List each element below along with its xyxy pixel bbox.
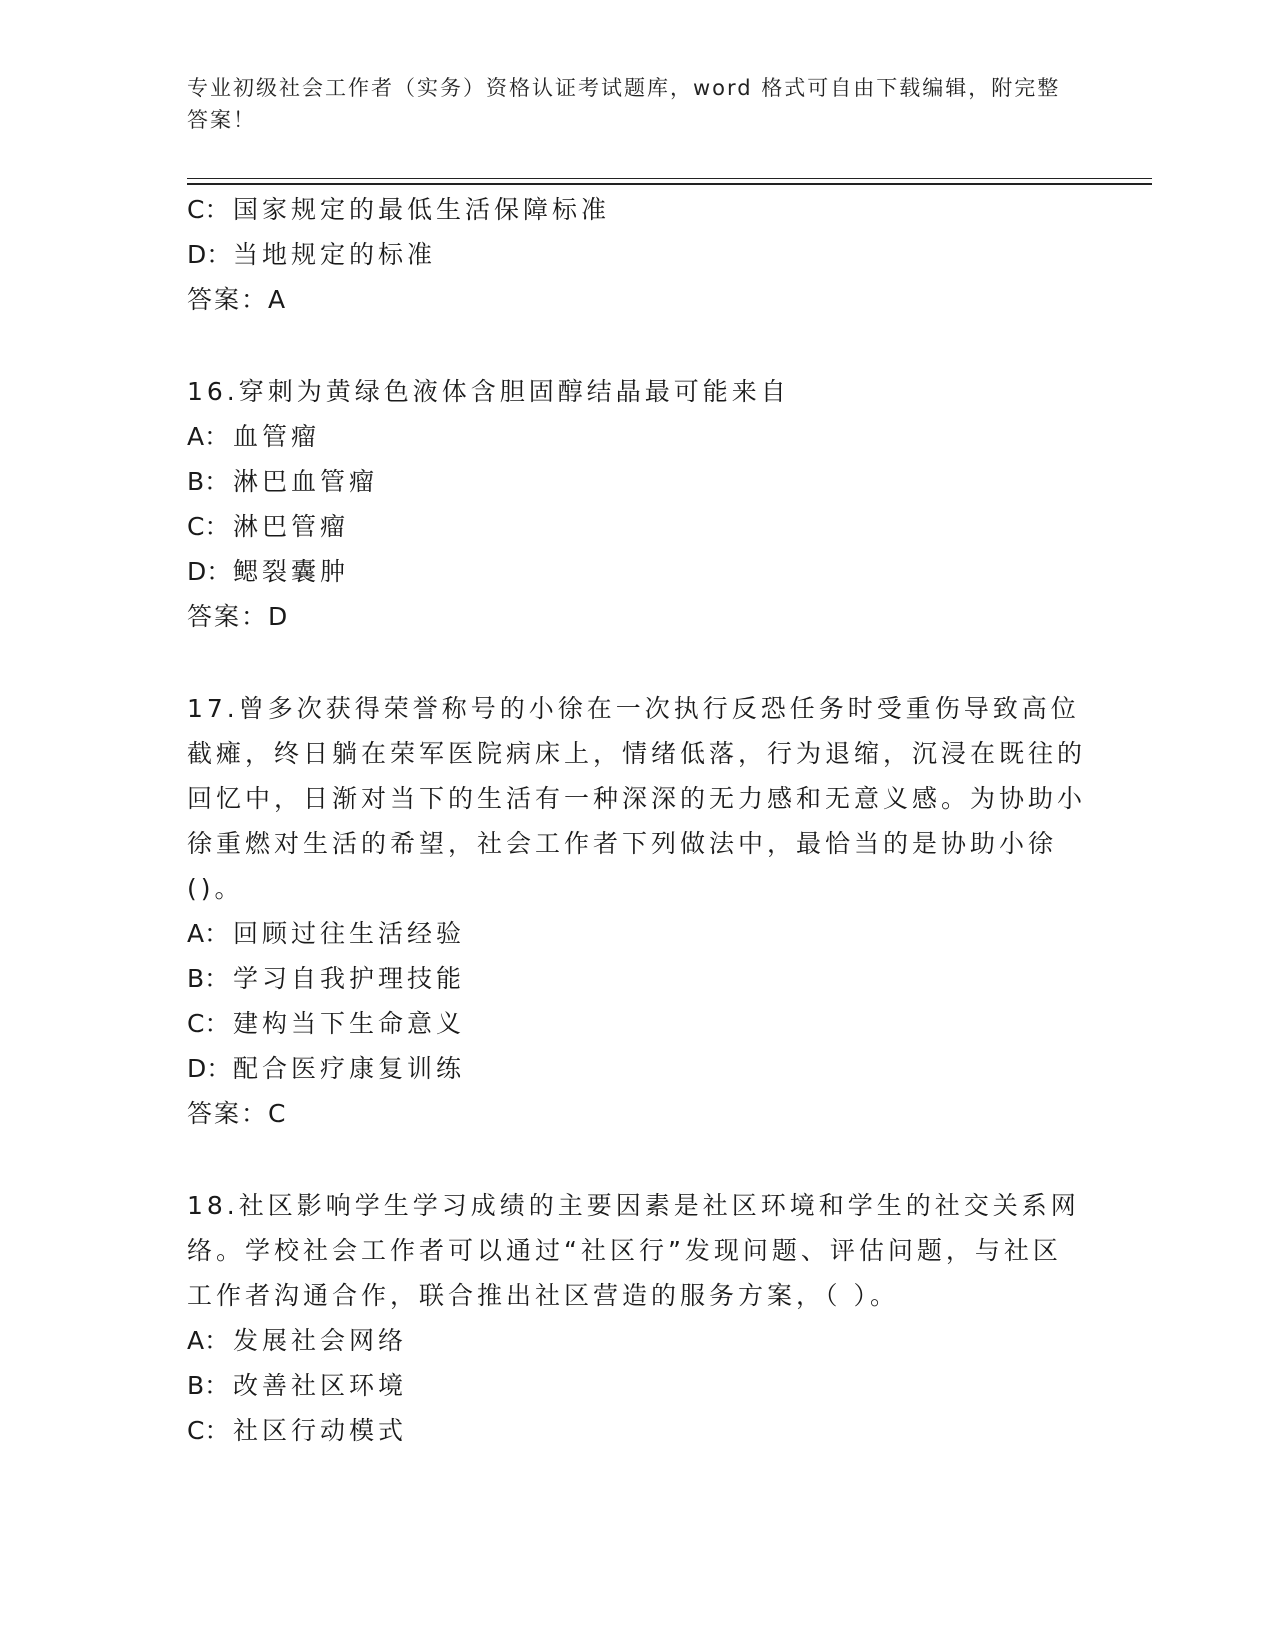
option-d bbox=[187, 549, 1087, 594]
page-header: 专业初级社会工作者（实务）资格认证考试题库，word 格式可自由下载编辑，附完整答案！ bbox=[187, 76, 1061, 132]
option-text: 改善社区环境 bbox=[233, 1371, 408, 1400]
question-content bbox=[187, 187, 1087, 1453]
option-key: C： bbox=[187, 1009, 230, 1038]
option-a bbox=[187, 1318, 1087, 1363]
option-key: C： bbox=[187, 512, 230, 541]
question-stem: 17.曾多次获得荣誉称号的小徐在一次执行反恐任务时受重伤导致高位截瘫，终日躺在荣军医院病床上，情绪低落，行为退缩，沉浸在既往的回忆中，日渐对当下的生活有一种深深的无力感和无意义感。为协助小徐重燃对生活的希望，社会工作者下列做法中，最恰当的是协助小徐()。 bbox=[187, 694, 1087, 903]
partial-question bbox=[187, 187, 1087, 322]
option-key: A： bbox=[187, 422, 230, 451]
option-key: C： bbox=[187, 195, 230, 224]
question-stem: 16.穿刺为黄绿色液体含胆固醇结晶最可能来自 bbox=[187, 377, 790, 406]
option-a bbox=[187, 911, 1087, 956]
question-17 bbox=[187, 686, 1087, 1136]
option-text: 鳃裂囊肿 bbox=[233, 557, 350, 586]
option-text: 建构当下生命意义 bbox=[233, 1009, 466, 1038]
answer-line: 答案：A bbox=[187, 285, 288, 314]
question-16 bbox=[187, 369, 1087, 639]
option-key: A： bbox=[187, 919, 230, 948]
header-divider-thick bbox=[187, 183, 1152, 185]
option-c bbox=[187, 187, 1087, 232]
option-b bbox=[187, 459, 1087, 504]
answer-line: 答案：D bbox=[187, 602, 290, 631]
option-text: 淋巴血管瘤 bbox=[233, 467, 379, 496]
option-d bbox=[187, 232, 1087, 277]
header-divider bbox=[187, 178, 1152, 179]
option-key: C： bbox=[187, 1416, 230, 1445]
option-text: 当地规定的标准 bbox=[233, 240, 437, 269]
option-key: B： bbox=[187, 467, 230, 496]
answer-line: 答案：C bbox=[187, 1099, 288, 1128]
option-d bbox=[187, 1046, 1087, 1091]
option-c bbox=[187, 1408, 1087, 1453]
option-text: 学习自我护理技能 bbox=[233, 964, 466, 993]
option-b bbox=[187, 1363, 1087, 1408]
option-text: 回顾过往生活经验 bbox=[233, 919, 466, 948]
option-key: D： bbox=[187, 557, 232, 586]
question-18 bbox=[187, 1183, 1087, 1453]
option-key: A： bbox=[187, 1326, 230, 1355]
option-b bbox=[187, 956, 1087, 1001]
option-text: 淋巴管瘤 bbox=[233, 512, 350, 541]
option-c bbox=[187, 504, 1087, 549]
option-key: D： bbox=[187, 1054, 232, 1083]
option-text: 发展社会网络 bbox=[233, 1326, 408, 1355]
option-c bbox=[187, 1001, 1087, 1046]
question-stem: 18.社区影响学生学习成绩的主要因素是社区环境和学生的社交关系网络。学校社会工作者可以通过“社区行”发现问题、评估问题，与社区工作者沟通合作，联合推出社区营造的服务方案，（ ）。 bbox=[187, 1191, 1080, 1310]
option-key: D： bbox=[187, 240, 232, 269]
option-text: 血管瘤 bbox=[233, 422, 321, 451]
option-text: 配合医疗康复训练 bbox=[233, 1054, 466, 1083]
option-key: B： bbox=[187, 1371, 230, 1400]
option-a bbox=[187, 414, 1087, 459]
option-text: 国家规定的最低生活保障标准 bbox=[233, 195, 611, 224]
option-text: 社区行动模式 bbox=[233, 1416, 408, 1445]
option-key: B： bbox=[187, 964, 230, 993]
